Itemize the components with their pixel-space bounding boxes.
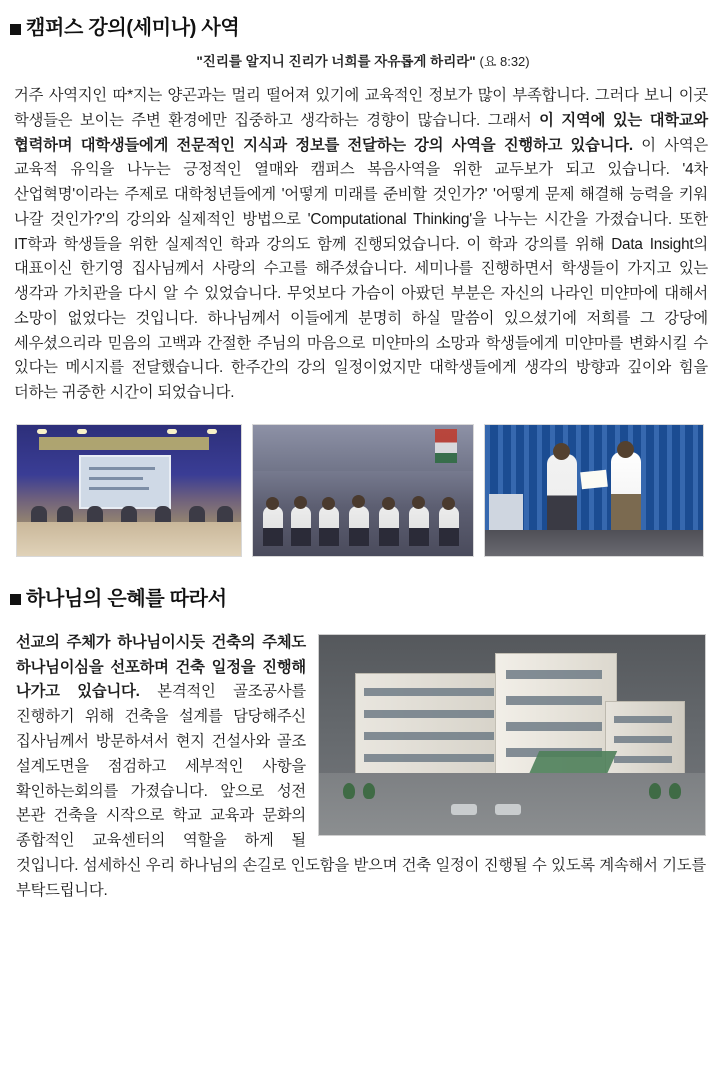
photo-strip — [16, 424, 706, 557]
grace-paragraph-part-1-bold: 선교의 주체가 하나님이시듯 건축의 주체도 하나님이심을 선포하며 건축 일정을 진행해 나가고 있습니다. — [16, 633, 306, 701]
certificate-presentation-photo — [484, 424, 704, 557]
classroom-students-photo — [252, 424, 474, 557]
paragraph-part-3: 이 사역은 교육적 유익을 나누는 긍정적인 열매와 캠퍼스 복음사역을 위한 교두보가 되고 있습니다. '4차 산업혁명'이라는 주제로 대학청년들에게 '어떻게 미래를 준비할 것인가?' '어떻게 문제 해결해 능력을 키워 나갈 것인가?'의 강의와 실제적인 방법으로 'Computational Thinking'을 나누는 시간을 가졌습니다. 또한 IT학과 학생들을 위한 실제적인 학과 강의도 함께 진행되었습니다. 이 학과 강의를 위해 Data Insight의 대표이신 한기영 집사님께서 사랑의 수고를 해주셨습니다. 세미나를 진행하면서 학생들이 가지고 있는 생각과 가치관을 다시 알 수 있었습니다. 무엇보다 가슴이 아팠던 부분은 자신의 나라인 미얀마에 대해서 소망이 없었다는 것입니다. 하나님께서 이들에게 분명히 하실 말씀이 있으셨기에 저희를 그 강당에 세우셨으리라 믿음의 고백과 간절한 주님의 마음으로 미얀마의 소망과 학생들에게 미얀마를 변화시킬 수 있다는 메시지를 전달했습니다. 한주간의 강의 일정이었지만 대학생들에게 생각의 방향과 깊이와 힘을 더하는 귀중한 시간이 되었습니다. — [14, 136, 708, 402]
seminar-hall-photo — [16, 424, 242, 557]
grace-of-god-paragraph — [16, 631, 706, 903]
campus-seminar-paragraph — [14, 84, 708, 406]
section-heading-grace-of-god — [10, 587, 712, 611]
paragraph-part-1: 거주 사역지인 따*지는 양곤과는 멀리 떨어져 있기에 교육적인 정보가 많이 부족합니다. 그러다 보니 이곳 학생들은 보이는 주변 환경에만 집중하고 생각하는 경향이 많습니다. 그래서 — [14, 87, 708, 129]
grace-paragraph-part-2: 본격적인 골조공사를 진행하기 위해 건축을 설계를 담당해주신 집사님께서 방문하셔서 현지 건설사와 골조 설계도면을 점검하고 세부적인 사항을 확인하는회의를 가졌습니다. 앞으로 성전 본관 건축을 시작으로 학교 교육과 문화의 종합적인 교육센터의 역할을 하게 될 것입니다. 섬세하신 우리 하나님의 손길로 인도함을 받으며 건축 일정이 진행될 수 있도록 계속해서 기도를 부탁드립니다. — [16, 683, 706, 899]
verse-quote-text: "진리를 알지니 진리가 너희를 자유롭게 하리라" — [196, 54, 476, 69]
section-title-text: 하나님의 은혜를 따라서 — [26, 587, 227, 610]
verse-reference-text: (요 8:32) — [479, 54, 530, 69]
section-campus-seminar — [8, 16, 712, 557]
section-title-text: 캠퍼스 강의(세미나) 사역 — [26, 17, 240, 39]
scripture-verse — [8, 50, 712, 70]
building-rendering-photo — [318, 634, 706, 836]
paragraph-part-2-bold: 이 지역에 있는 대학교와 협력하며 대학생들에게 전문적인 지식과 정보를 전달하는 강의 사역을 진행하고 있습니다. — [14, 111, 708, 154]
square-bullet-icon — [10, 594, 21, 605]
square-bullet-icon — [10, 24, 21, 35]
section-grace-of-god — [8, 587, 712, 903]
section-heading-campus-seminar — [10, 16, 712, 40]
